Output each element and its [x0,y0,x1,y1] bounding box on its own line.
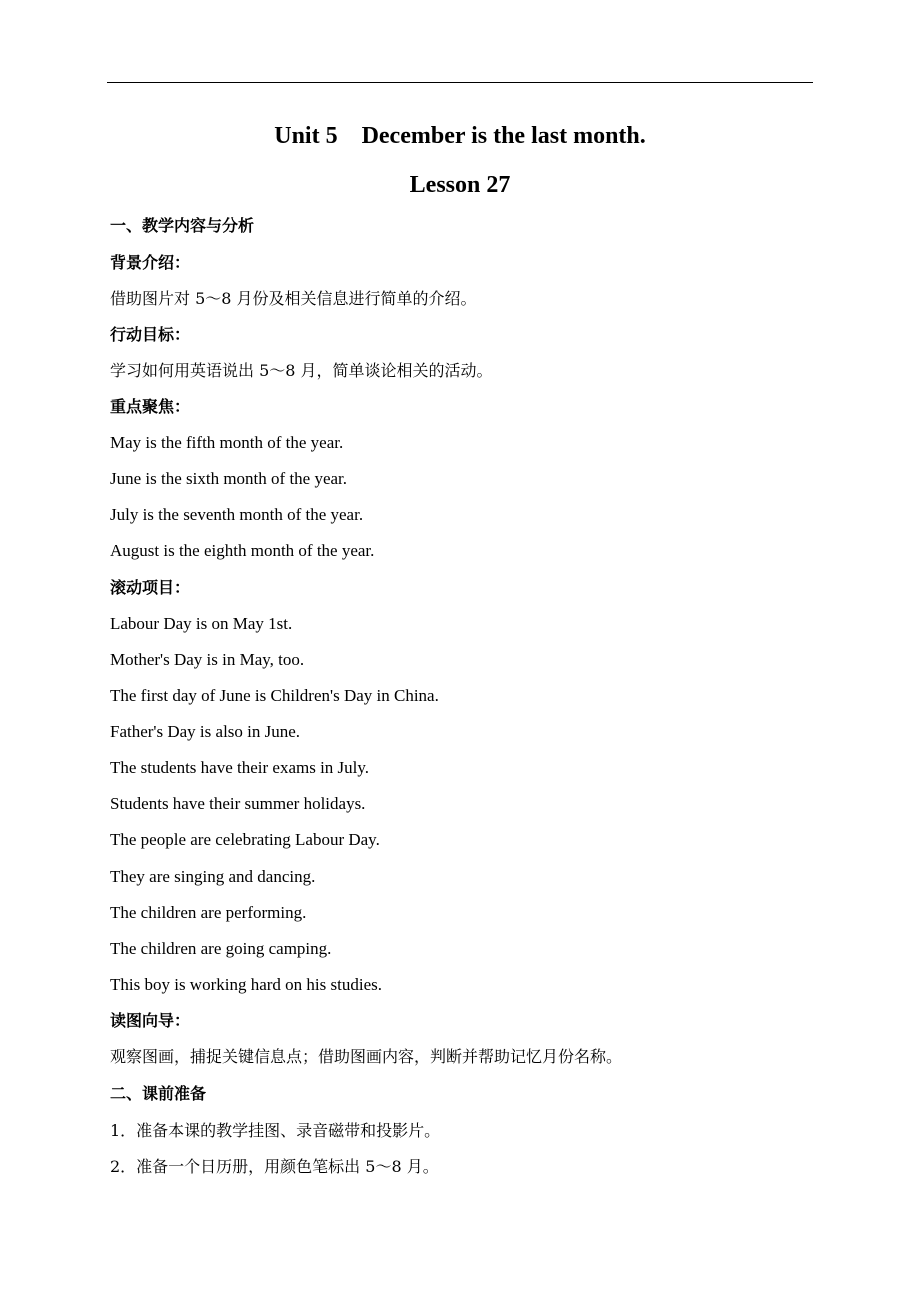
reading-text: 观察图画，捕捉关键信息点；借助图画内容，判断并帮助记忆月份名称。 [110,1047,623,1066]
rolling-line: Mother's Day is in May, too. [110,650,305,669]
prep-item: 1．准备本课的教学挂图、录音磁带和投影片。 [110,1121,441,1140]
header-rule [107,82,813,83]
rolling-line: The children are performing. [110,903,307,922]
rolling-line: The children are going camping. [110,939,332,958]
focus-line: July is the seventh month of the year. [110,505,364,524]
lesson-title: Lesson 27 [409,172,511,198]
rolling-line: The first day of June is Children's Day in China. [110,686,439,705]
section-2-heading: 二、课前准备 [110,1084,207,1103]
rolling-line: The students have their exams in July. [110,758,370,777]
rolling-label: 滚动项目： [110,578,191,597]
background-label: 背景介绍： [110,253,191,272]
rolling-line: This boy is working hard on his studies. [110,975,382,994]
background-text: 借助图片对 5～8 月份及相关信息进行简单的介绍。 [110,289,477,308]
prep-item: 2．准备一个日历册，用颜色笔标出 5～8 月。 [110,1157,439,1176]
rolling-line: They are singing and dancing. [110,867,316,886]
focus-line: May is the fifth month of the year. [110,433,344,452]
focus-line: August is the eighth month of the year. [110,541,375,560]
reading-label: 读图向导： [110,1011,191,1030]
section-1-heading: 一、教学内容与分析 [110,216,255,235]
goal-text: 学习如何用英语说出 5～8 月，简单谈论相关的活动。 [110,361,493,380]
focus-line: June is the sixth month of the year. [110,469,348,488]
rolling-line: Labour Day is on May 1st. [110,614,293,633]
rolling-line: Father's Day is also in June. [110,722,301,741]
rolling-line: Students have their summer holidays. [110,794,366,813]
goal-label: 行动目标： [110,325,191,344]
rolling-line: The people are celebrating Labour Day. [110,830,380,849]
focus-label: 重点聚焦： [110,397,191,416]
unit-title: Unit 5 December is the last month. [274,123,646,149]
